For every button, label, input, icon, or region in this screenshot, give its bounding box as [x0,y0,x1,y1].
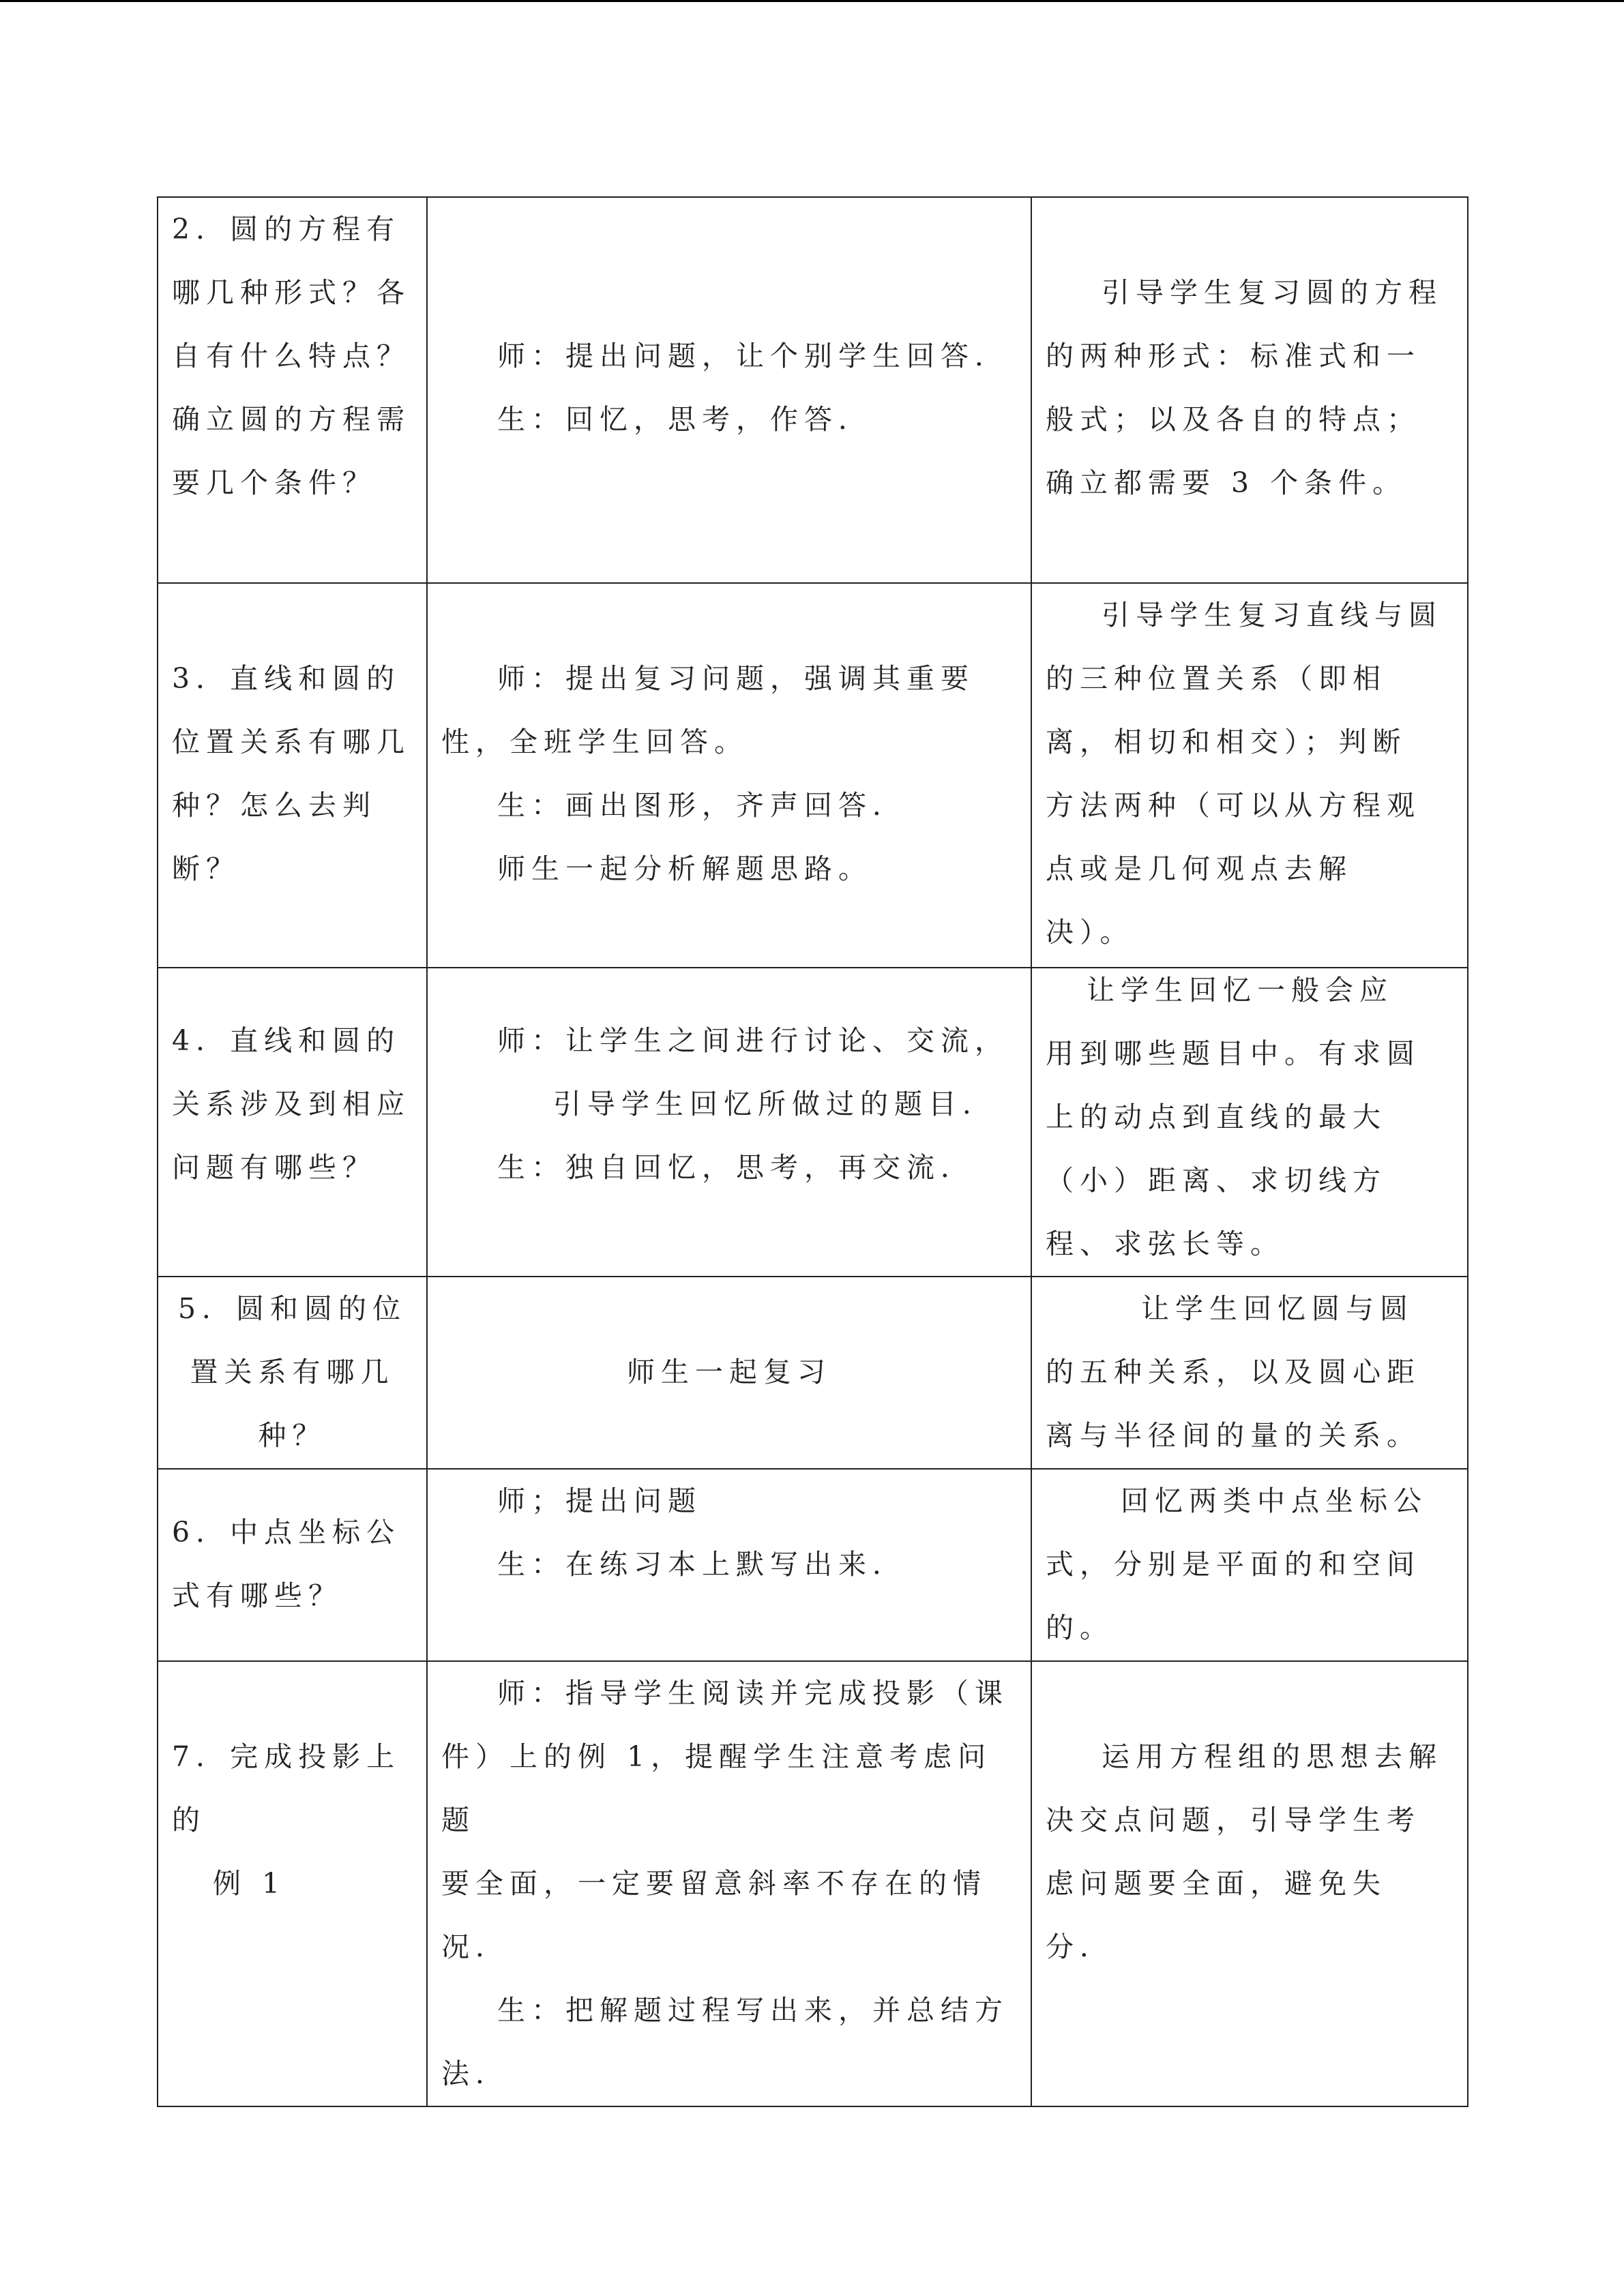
topic-cell [158,968,427,1277]
intent-line: 方法两种（可以从方程观 [1046,789,1421,822]
topic-line: 3．直线和圆的 [172,662,401,695]
intent-line: 点或是几何观点去解 [1046,852,1353,885]
topic-cell [158,583,427,968]
activity-line: 生：画出图形，齐声回答． [497,789,906,822]
topic-line: 种？怎么去判 [172,789,377,822]
activity-cell [427,197,1031,583]
topic-line: 断？ [172,852,240,885]
topic-line: 7．完成投影上 [172,1740,401,1773]
activity-cell [427,1469,1031,1661]
intent-line: 分． [1046,1930,1114,1963]
topic-line: 置关系有哪几 [190,1356,395,1388]
activity-line: 件）上的例 1，提醒学生注意考虑问题 [441,1740,992,1836]
intent-line: 的。 [1046,1611,1114,1644]
intent-line: 回忆两类中点坐标公 [1121,1485,1428,1517]
table-row [158,583,1468,968]
topic-line: 哪几种形式？各 [172,276,411,309]
activity-line: 师：指导学生阅读并完成投影（课 [497,1677,1009,1710]
intent-line: 决交点问题，引导学生考 [1046,1804,1421,1836]
activity-line: 师：提出复习问题，强调其重要 [497,662,975,695]
activity-line: 师；提出问题 [497,1485,702,1517]
intent-line: 运用方程组的思想去解 [1102,1740,1443,1773]
intent-line: 上的动点到直线的最大 [1046,1101,1387,1133]
intent-line: 的五种关系，以及圆心距 [1046,1356,1421,1388]
intent-cell [1031,1277,1468,1469]
topic-line: 6．中点坐标公 [172,1516,401,1549]
intent-line: 的两种形式：标准式和一 [1046,340,1421,372]
intent-line: 让学生回忆一般会应 [1087,974,1393,1007]
topic-line: 要几个条件？ [172,466,377,499]
intent-line: 的三种位置关系（即相 [1046,662,1387,695]
intent-line: 确立都需要 3 个条件。 [1046,466,1407,499]
activity-line: 师生一起分析解题思路。 [497,852,872,885]
activity-line: 生：把解题过程写出来，并总结方 [497,1994,1009,2027]
activity-line: 生：回忆，思考，作答． [497,403,872,436]
topic-line: 种？ [258,1419,327,1452]
topic-line: 5．圆和圆的位 [177,1292,407,1325]
activity-line: 师：让学生之间进行讨论、交流， [497,1024,1009,1057]
intent-line: 离与半径间的量的关系。 [1046,1419,1421,1452]
intent-line: （小）距离、求切线方 [1046,1164,1387,1197]
activity-line: 生：独自回忆，思考，再交流． [497,1151,975,1184]
activity-cell [427,1277,1031,1469]
intent-line: 程、求弦长等。 [1046,1227,1284,1260]
topic-line: 2．圆的方程有 [172,213,401,245]
topic-line: 的 [172,1804,206,1836]
activity-cell [427,583,1031,968]
intent-line: 用到哪些题目中。有求圆 [1046,1037,1421,1070]
intent-cell [1031,583,1468,968]
table-row [158,1469,1468,1661]
intent-line: 引导学生复习直线与圆 [1102,599,1443,631]
intent-line: 虑问题要全面，避免失 [1046,1867,1387,1900]
topic-cell [158,1661,427,2106]
lesson-plan-table [157,196,1468,2107]
table-row [158,197,1468,583]
activity-cell [427,968,1031,1277]
table-row [158,1661,1468,2106]
intent-cell [1031,968,1468,1277]
intent-cell [1031,1661,1468,2106]
topic-line: 问题有哪些？ [172,1151,377,1184]
activity-line: 法． [441,2057,510,2090]
intent-line: 让学生回忆圆与圆 [1141,1292,1414,1325]
topic-line: 4．直线和圆的 [172,1024,401,1057]
table-row [158,1277,1468,1469]
topic-cell [158,1277,427,1469]
intent-line: 决）。 [1046,916,1134,949]
activity-line: 性，全班学生回答。 [441,726,748,758]
intent-line: 般式；以及各自的特点； [1046,403,1421,436]
topic-line: 位置关系有哪几 [172,726,411,758]
activity-line: 况． [441,1930,510,1963]
top-border-rule [0,0,1624,2]
topic-line: 例 1 [213,1867,286,1900]
activity-cell [427,1661,1031,2106]
topic-line: 关系涉及到相应 [172,1088,411,1120]
topic-cell [158,197,427,583]
topic-line: 自有什么特点？ [172,340,411,372]
intent-line: 引导学生复习圆的方程 [1102,276,1443,309]
activity-line: 引导学生回忆所做过的题目． [553,1088,996,1120]
table-row [158,968,1468,1277]
intent-cell [1031,1469,1468,1661]
activity-line: 要全面，一定要留意斜率不存在的情 [441,1867,987,1900]
activity-line: 师：提出问题，让个别学生回答． [497,340,1009,372]
activity-line: 师生一起复习 [627,1356,831,1388]
topic-line: 确立圆的方程需 [172,403,411,436]
intent-cell [1031,197,1468,583]
intent-line: 式，分别是平面的和空间 [1046,1548,1421,1581]
intent-line: 离，相切和相交）；判断 [1046,726,1407,758]
topic-cell [158,1469,427,1661]
topic-line: 式有哪些？ [172,1579,342,1612]
activity-line: 生：在练习本上默写出来． [497,1548,906,1581]
